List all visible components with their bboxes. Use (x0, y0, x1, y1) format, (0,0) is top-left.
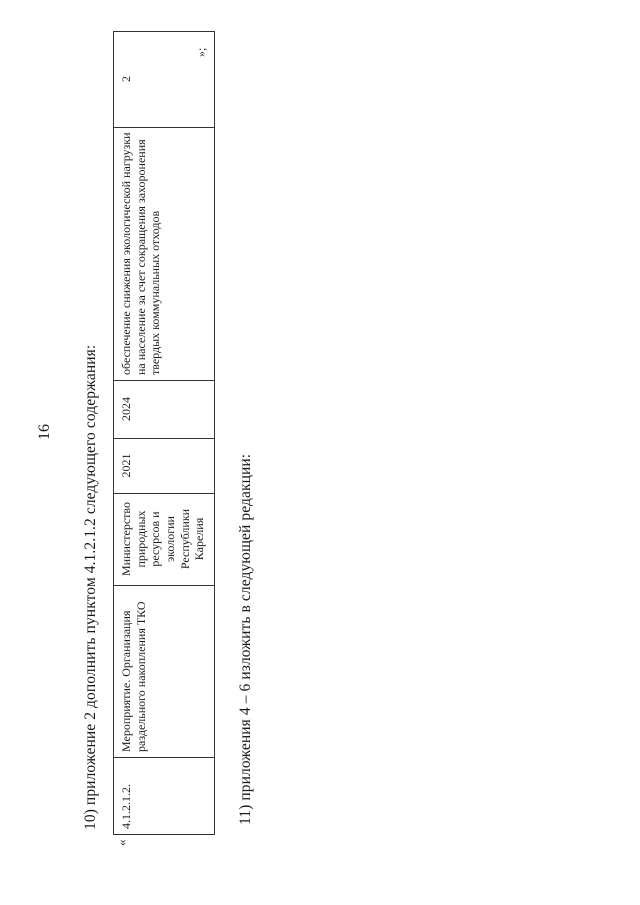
page-number: 16 (36, 424, 53, 440)
measure-name-cell: Мероприятие. Организация раздельного накопления ТКО (114, 586, 215, 758)
closing-quote-mark: »; (194, 47, 208, 57)
amendment-11-text: 11) приложения 4 – 6 изложить в следующей редакции: (237, 453, 254, 825)
link-number-cell: 2 (114, 32, 215, 128)
table-row (114, 32, 215, 835)
executor-cell: Министерство природных ресурсов и экологии Республики Карелия (114, 494, 215, 586)
expected-result-cell: обеспечение снижения экологической нагрузки на население за счет сокращения захоронения твердых коммунальных отходов (114, 128, 215, 381)
opening-quote-mark: « (114, 839, 129, 846)
measure-code-cell: 4.1.2.1.2. (114, 758, 215, 835)
amendment-10-text: 10) приложение 2 дополнить пунктом 4.1.2.1.2 следующего содержания: (82, 344, 99, 830)
measures-table (113, 31, 215, 835)
start-year-cell: 2021 (114, 439, 215, 494)
end-year-cell: 2024 (114, 381, 215, 439)
